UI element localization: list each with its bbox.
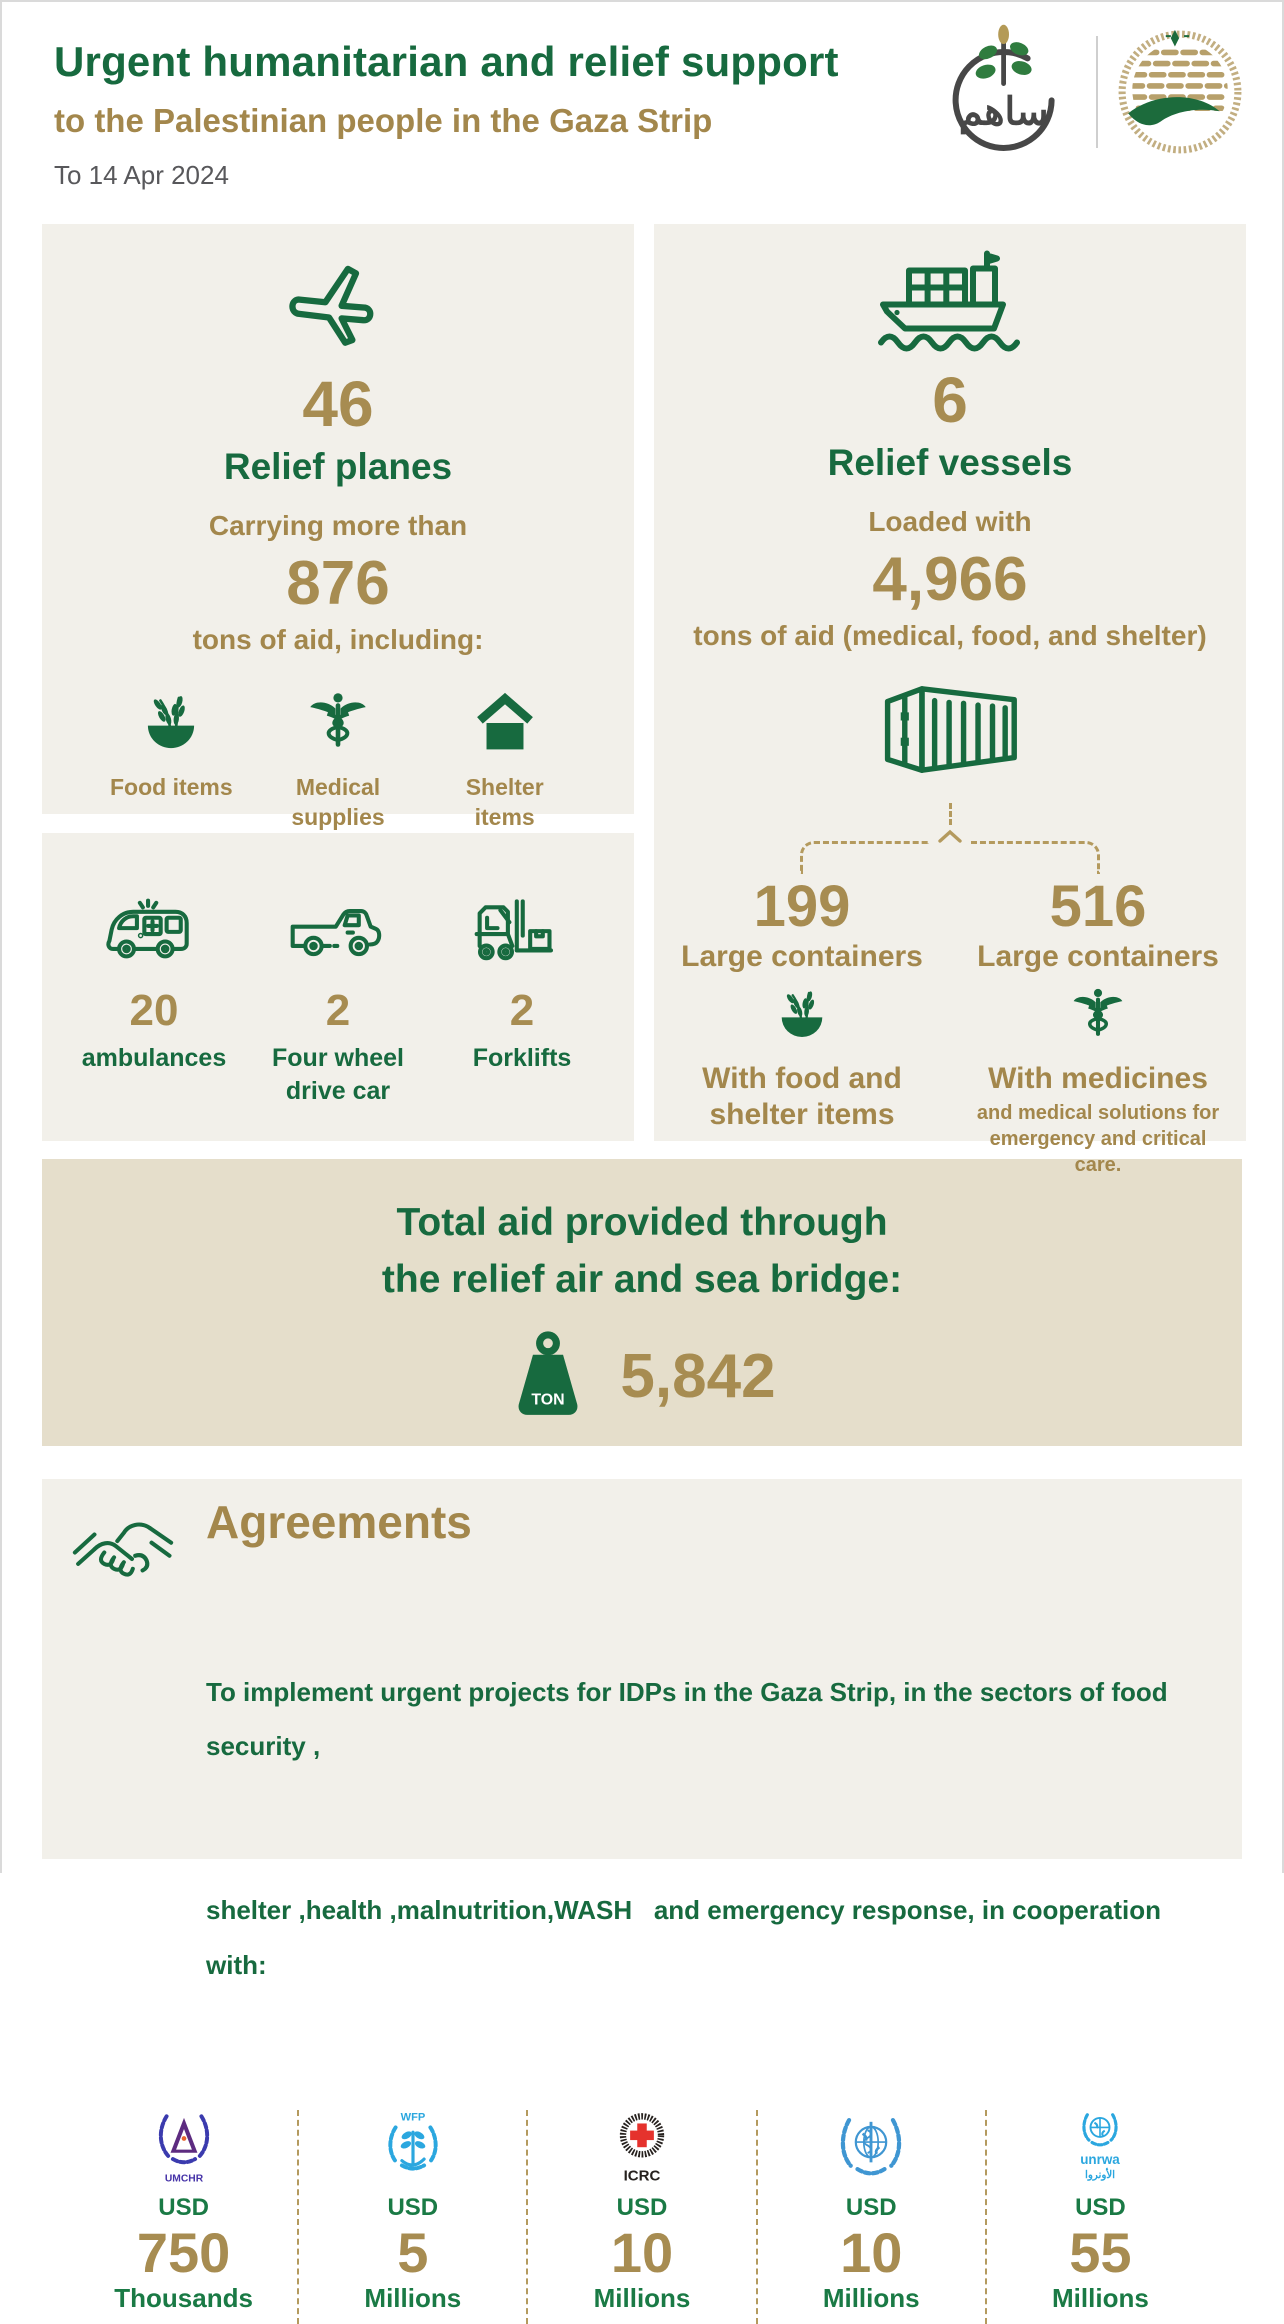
containers-desc: With medicines <box>988 1061 1208 1095</box>
icrc-logo-text: ICRC <box>623 2166 661 2184</box>
vessels-subtitle: Loaded with <box>868 505 1032 537</box>
vessels-tonnage: 4,966 <box>872 544 1028 614</box>
wfp-logo-text: WFP <box>400 2110 426 2123</box>
containers-desc: With food and shelter items <box>702 1061 902 1131</box>
left-column <box>42 224 634 1141</box>
org-icrc <box>528 2110 757 2324</box>
planes-tonnage: 876 <box>286 548 390 618</box>
branch-bar-right <box>971 841 1100 874</box>
org-amount: 10 <box>610 2220 674 2284</box>
org-unit: Millions <box>593 2282 691 2313</box>
containers-count: 199 <box>753 874 851 940</box>
unrwa-logo-text-arabic: الأونروا <box>1085 2169 1116 2181</box>
org-currency: USD <box>616 2193 668 2221</box>
vehicle-count: 2 <box>509 986 535 1035</box>
planes-title: Relief planes <box>223 445 453 487</box>
containers-medical-column <box>950 874 1246 1178</box>
relief-planes-panel <box>42 224 634 830</box>
org-logo <box>299 2110 526 2186</box>
vessels-tonnage-caption: tons of aid (medical, food, and shelter) <box>693 620 1207 652</box>
total-aid-title <box>42 1195 1242 1308</box>
aid-item-label-line2: supplies <box>291 803 385 830</box>
org-unit: Millions <box>1052 2282 1149 2313</box>
org-amount: 55 <box>1069 2220 1132 2284</box>
total-aid-band <box>42 1159 1242 1446</box>
forklift-icon <box>458 891 586 969</box>
page-subtitle: to the Palestinian people in the Gaza Strip <box>54 102 713 139</box>
vehicle-label <box>434 1042 610 1075</box>
total-aid-value: 5,842 <box>620 1341 776 1411</box>
planes-count: 46 <box>302 368 374 440</box>
umchr-logo-icon <box>146 2110 222 2186</box>
agreements-panel <box>42 1479 1242 2313</box>
umchr-logo-text: UMCHR <box>164 2172 203 2184</box>
branch-stem <box>949 803 952 825</box>
cargo-ship-icon <box>875 248 1025 354</box>
logo-divider <box>1096 36 1098 148</box>
shipping-container-icon <box>871 678 1029 782</box>
agreements-body <box>206 1556 1214 2102</box>
org-who <box>758 2110 987 2324</box>
agreements-text <box>206 1497 1214 2102</box>
logos <box>932 26 1246 158</box>
org-unit: Millions <box>364 2282 462 2313</box>
aid-item-medical <box>255 690 422 833</box>
vehicles-panel <box>42 833 634 1141</box>
stats-grid <box>2 224 1282 1176</box>
unrwa-logo-text: unrwa <box>1080 2151 1121 2167</box>
agreements-header <box>70 1497 1214 2102</box>
containers-label: Large containers <box>681 939 923 973</box>
aid-item-label <box>421 773 588 833</box>
agreements-body-line2: shelter ,health ,malnutrition,WASH and emergency response, in cooperation with: <box>206 1895 1169 1980</box>
vessels-title: Relief vessels <box>827 441 1073 483</box>
agreements-title: Agreements <box>206 1496 472 1548</box>
org-currency: USD <box>158 2193 209 2221</box>
org-logo <box>70 2110 297 2186</box>
header <box>2 2 1282 224</box>
org-unit: Thousands <box>114 2282 253 2313</box>
org-logo <box>987 2110 1214 2186</box>
pickup-truck-icon <box>268 891 408 969</box>
food-bowl-icon <box>135 690 207 756</box>
containers-count: 516 <box>1049 874 1147 940</box>
total-aid-value-row <box>42 1330 1242 1422</box>
vehicle-4wd <box>250 891 426 1107</box>
org-amount: 10 <box>840 2220 903 2284</box>
partner-orgs-row <box>70 2110 1214 2324</box>
org-currency: USD <box>387 2193 439 2221</box>
ton-weight-icon <box>508 1330 588 1422</box>
vehicle-label-line1: Four wheel <box>272 1044 404 1072</box>
total-aid-title-line2: the relief air and sea bridge: <box>381 1257 903 1301</box>
vehicle-ambulances <box>66 891 242 1075</box>
branch-caret-icon <box>937 829 963 843</box>
aid-item-label <box>88 773 255 803</box>
containers-desc-sub: and medical solutions for emergency and critical care. <box>976 1101 1220 1176</box>
org-umchr <box>70 2110 299 2324</box>
vehicle-label-line1: ambulances <box>81 1044 227 1072</box>
plane-icon <box>274 250 402 358</box>
icrc-logo-icon <box>604 2110 680 2186</box>
org-amount: 750 <box>136 2220 231 2284</box>
vehicle-label-line1: Forklifts <box>472 1044 572 1072</box>
org-unrwa <box>987 2110 1214 2324</box>
ksrelief-logo <box>1114 26 1246 158</box>
vehicle-forklifts <box>434 891 610 1075</box>
branch-bars <box>800 827 1100 873</box>
planes-tonnage-caption: tons of aid, including: <box>192 624 484 656</box>
vehicle-label-line2: drive car <box>285 1076 391 1105</box>
house-icon <box>470 690 540 756</box>
aid-item-label <box>255 773 422 833</box>
who-logo-icon <box>832 2110 910 2186</box>
aid-item-label-line1: Medical <box>295 774 381 801</box>
branch-bar-left <box>800 841 929 874</box>
org-logo <box>758 2110 985 2186</box>
saham-logo <box>932 26 1080 158</box>
ton-label: TON <box>531 1391 566 1409</box>
ambulance-icon <box>84 891 224 969</box>
saham-logo-text: ساهم <box>958 90 1049 134</box>
agreements-body-line1: To implement urgent projects for IDPs in the Gaza Strip, in the sectors of food security , <box>206 1676 1175 1762</box>
aid-item-label-line2: items <box>474 803 535 830</box>
org-currency: USD <box>1075 2193 1126 2221</box>
handshake-icon <box>70 1507 176 1611</box>
org-wfp <box>299 2110 528 2324</box>
food-bowl-icon <box>770 986 834 1044</box>
org-currency: USD <box>845 2193 897 2221</box>
page-title: Urgent humanitarian and relief support <box>54 38 839 85</box>
org-amount: 5 <box>397 2220 429 2284</box>
total-aid-title-line1: Total aid provided through <box>396 1201 888 1244</box>
planes-subtitle: Carrying more than <box>208 509 468 541</box>
unrwa-logo-icon <box>1062 2110 1138 2186</box>
org-logo <box>528 2110 755 2186</box>
aid-items <box>42 690 634 833</box>
relief-vessels-panel <box>654 224 1246 1176</box>
caduceus-icon <box>1069 986 1127 1044</box>
container-branch <box>654 803 1246 873</box>
container-columns <box>654 874 1246 1178</box>
org-unit: Millions <box>822 2282 920 2313</box>
vehicle-count: 2 <box>325 986 351 1035</box>
containers-food-column <box>654 874 950 1178</box>
vehicle-label <box>66 1042 242 1075</box>
aid-item-label-line1: Food items <box>110 774 233 801</box>
aid-item-food <box>88 690 255 833</box>
aid-item-shelter <box>421 690 588 833</box>
aid-item-label-line1: Shelter <box>465 774 544 801</box>
vessels-count: 6 <box>932 364 968 436</box>
wfp-logo-icon <box>375 2110 451 2186</box>
vehicle-label <box>250 1042 426 1107</box>
caduceus-icon <box>305 690 371 756</box>
containers-label: Large containers <box>977 939 1219 973</box>
date-label: To 14 Apr 2024 <box>54 160 229 190</box>
vehicle-count: 20 <box>129 986 179 1035</box>
